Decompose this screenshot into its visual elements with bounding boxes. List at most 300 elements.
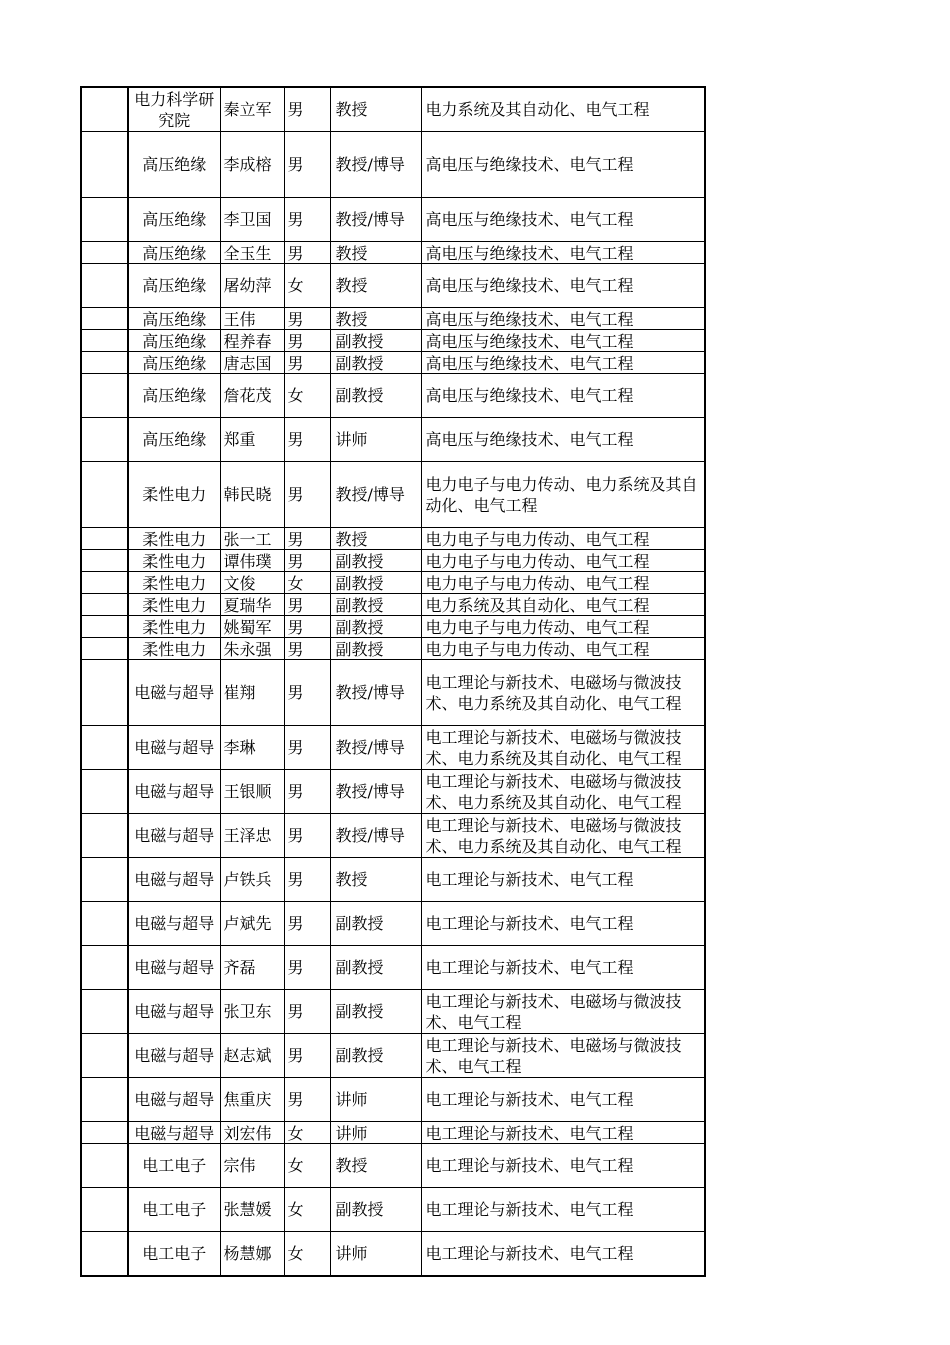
name-cell [220, 198, 284, 242]
major-text: 电工理论与新技术、电气工程 [425, 1123, 634, 1143]
gender-cell [284, 1144, 330, 1188]
major-text: 电力电子与电力传动、电力系统及其自动化、电气工程 [425, 474, 698, 515]
table-row [81, 1034, 705, 1078]
title-text: 教授/博导 [335, 782, 405, 801]
index-cell [81, 1144, 128, 1188]
table-row [81, 1232, 705, 1277]
index-cell [81, 1122, 128, 1144]
table-row [81, 1078, 705, 1122]
index-cell [81, 132, 128, 198]
title-text: 教授 [335, 529, 368, 549]
gender-text: 男 [287, 617, 304, 637]
title-cell [330, 946, 421, 990]
title-cell [330, 572, 421, 594]
major-cell [421, 726, 705, 770]
table-row [81, 990, 705, 1034]
name-cell [220, 528, 284, 550]
title-text: 教授 [335, 309, 368, 329]
index-cell [81, 814, 128, 858]
department-cell [128, 198, 220, 242]
department-text: 电工电子 [142, 1156, 207, 1175]
major-text: 电工理论与新技术、电磁场与微波技术、电气工程 [425, 1035, 682, 1076]
gender-text: 男 [287, 210, 304, 229]
department-cell [128, 814, 220, 858]
title-text: 副教授 [335, 386, 384, 405]
gender-text: 女 [287, 1156, 304, 1175]
title-cell [330, 87, 421, 132]
gender-cell [284, 990, 330, 1034]
gender-text: 男 [287, 639, 304, 659]
department-text: 电磁与超导 [134, 826, 215, 845]
major-cell [421, 198, 705, 242]
gender-cell [284, 550, 330, 572]
gender-cell [284, 418, 330, 462]
department-text: 电磁与超导 [134, 1046, 215, 1065]
name-text: 韩民晓 [223, 485, 272, 504]
table-row [81, 132, 705, 198]
department-cell [128, 902, 220, 946]
major-text: 高电压与绝缘技术、电气工程 [425, 386, 634, 405]
name-text: 卢铁兵 [223, 870, 272, 889]
gender-text: 男 [287, 243, 304, 263]
title-text: 教授/博导 [335, 683, 405, 702]
name-cell [220, 1188, 284, 1232]
department-text: 电磁与超导 [134, 683, 215, 702]
title-cell [330, 1034, 421, 1078]
table-row [81, 308, 705, 330]
major-text: 高电压与绝缘技术、电气工程 [425, 331, 634, 351]
department-cell [128, 374, 220, 418]
title-cell [330, 418, 421, 462]
title-cell [330, 616, 421, 638]
title-cell [330, 528, 421, 550]
department-cell [128, 660, 220, 726]
major-text: 高电压与绝缘技术、电气工程 [425, 430, 634, 449]
department-text: 高压绝缘 [142, 430, 207, 449]
gender-cell [284, 1034, 330, 1078]
title-text: 副教授 [335, 573, 384, 593]
department-text: 高压绝缘 [142, 353, 207, 373]
name-text: 唐志国 [223, 353, 272, 373]
department-cell [128, 550, 220, 572]
major-cell [421, 242, 705, 264]
name-text: 杨慧娜 [223, 1244, 272, 1263]
major-cell [421, 264, 705, 308]
name-text: 王伟 [223, 309, 256, 329]
major-cell [421, 990, 705, 1034]
major-text: 电力电子与电力传动、电气工程 [425, 573, 650, 593]
title-cell [330, 198, 421, 242]
name-cell [220, 374, 284, 418]
name-text: 文俊 [223, 573, 256, 593]
major-cell [421, 462, 705, 528]
name-cell [220, 550, 284, 572]
title-text: 副教授 [335, 353, 384, 373]
gender-cell [284, 660, 330, 726]
major-cell [421, 374, 705, 418]
title-cell [330, 726, 421, 770]
major-cell [421, 770, 705, 814]
name-cell [220, 726, 284, 770]
name-text: 齐磊 [223, 958, 256, 977]
department-text: 高压绝缘 [142, 243, 207, 263]
department-text: 电磁与超导 [134, 1002, 215, 1021]
major-cell [421, 814, 705, 858]
department-cell [128, 87, 220, 132]
gender-cell [284, 858, 330, 902]
major-cell [421, 946, 705, 990]
name-cell [220, 814, 284, 858]
name-text: 张卫东 [223, 1002, 272, 1021]
name-text: 王银顺 [223, 782, 272, 801]
name-cell [220, 638, 284, 660]
index-cell [81, 308, 128, 330]
department-text: 高压绝缘 [142, 331, 207, 351]
major-text: 电工理论与新技术、电磁场与微波技术、电力系统及其自动化、电气工程 [425, 727, 682, 768]
gender-text: 男 [287, 331, 304, 351]
gender-text: 男 [287, 100, 304, 119]
index-cell [81, 660, 128, 726]
major-text: 电工理论与新技术、电气工程 [425, 1090, 634, 1109]
name-cell [220, 770, 284, 814]
name-text: 李成榕 [223, 155, 272, 174]
gender-text: 男 [287, 595, 304, 615]
department-text: 高压绝缘 [142, 210, 207, 229]
department-cell [128, 308, 220, 330]
title-cell [330, 330, 421, 352]
title-text: 副教授 [335, 958, 384, 977]
gender-cell [284, 1188, 330, 1232]
title-text: 副教授 [335, 1200, 384, 1219]
major-text: 高电压与绝缘技术、电气工程 [425, 155, 634, 174]
index-cell [81, 858, 128, 902]
gender-cell [284, 902, 330, 946]
table-row [81, 87, 705, 132]
major-cell [421, 132, 705, 198]
department-cell [128, 330, 220, 352]
title-cell [330, 638, 421, 660]
department-cell [128, 528, 220, 550]
major-text: 电力系统及其自动化、电气工程 [425, 100, 650, 119]
major-text: 电力电子与电力传动、电气工程 [425, 617, 650, 637]
table-row [81, 770, 705, 814]
major-cell [421, 1078, 705, 1122]
gender-cell [284, 572, 330, 594]
department-cell [128, 418, 220, 462]
major-cell [421, 638, 705, 660]
department-text: 电磁与超导 [134, 914, 215, 933]
table-row [81, 330, 705, 352]
gender-text: 男 [287, 551, 304, 571]
major-cell [421, 594, 705, 616]
table-row [81, 814, 705, 858]
title-cell [330, 132, 421, 198]
name-cell [220, 418, 284, 462]
name-cell [220, 462, 284, 528]
table-row [81, 946, 705, 990]
major-text: 高电压与绝缘技术、电气工程 [425, 243, 634, 263]
name-text: 秦立军 [223, 100, 272, 119]
department-text: 高压绝缘 [142, 309, 207, 329]
title-text: 教授/博导 [335, 485, 405, 504]
department-text: 电工电子 [142, 1200, 207, 1219]
major-cell [421, 1144, 705, 1188]
index-cell [81, 572, 128, 594]
name-text: 宗伟 [223, 1156, 256, 1175]
major-text: 高电压与绝缘技术、电气工程 [425, 353, 634, 373]
major-text: 电工理论与新技术、电气工程 [425, 958, 634, 977]
department-cell [128, 594, 220, 616]
major-text: 电力电子与电力传动、电气工程 [425, 529, 650, 549]
title-cell [330, 352, 421, 374]
major-cell [421, 572, 705, 594]
major-text: 电力系统及其自动化、电气工程 [425, 595, 650, 615]
table-row [81, 264, 705, 308]
name-text: 王泽忠 [223, 826, 272, 845]
table-row [81, 1188, 705, 1232]
title-cell [330, 1122, 421, 1144]
gender-cell [284, 264, 330, 308]
index-cell [81, 990, 128, 1034]
table-row [81, 528, 705, 550]
title-cell [330, 550, 421, 572]
major-text: 电工理论与新技术、电磁场与微波技术、电气工程 [425, 991, 682, 1032]
department-text: 电磁与超导 [134, 870, 215, 889]
department-text: 电磁与超导 [134, 782, 215, 801]
name-text: 夏瑞华 [223, 595, 272, 615]
table-row [81, 352, 705, 374]
title-text: 副教授 [335, 914, 384, 933]
title-text: 教授 [335, 1156, 368, 1175]
department-text: 柔性电力 [142, 639, 207, 659]
department-cell [128, 1078, 220, 1122]
major-text: 高电压与绝缘技术、电气工程 [425, 276, 634, 295]
title-cell [330, 308, 421, 330]
name-text: 詹花茂 [223, 386, 272, 405]
gender-text: 男 [287, 738, 304, 757]
table-row [81, 638, 705, 660]
department-text: 高压绝缘 [142, 276, 207, 295]
major-cell [421, 902, 705, 946]
department-text: 柔性电力 [142, 529, 207, 549]
title-cell [330, 814, 421, 858]
department-text: 柔性电力 [142, 595, 207, 615]
major-text: 电工理论与新技术、电磁场与微波技术、电力系统及其自动化、电气工程 [425, 672, 682, 713]
title-text: 讲师 [335, 1244, 368, 1263]
department-cell [128, 242, 220, 264]
title-text: 副教授 [335, 639, 384, 659]
gender-text: 女 [287, 386, 304, 405]
gender-cell [284, 132, 330, 198]
department-cell [128, 1122, 220, 1144]
gender-text: 男 [287, 870, 304, 889]
major-text: 高电压与绝缘技术、电气工程 [425, 210, 634, 229]
department-cell [128, 990, 220, 1034]
name-cell [220, 572, 284, 594]
title-text: 副教授 [335, 1002, 384, 1021]
title-cell [330, 858, 421, 902]
table-row [81, 198, 705, 242]
department-cell [128, 264, 220, 308]
title-cell [330, 1144, 421, 1188]
title-cell [330, 462, 421, 528]
major-cell [421, 330, 705, 352]
title-text: 副教授 [335, 617, 384, 637]
name-cell [220, 242, 284, 264]
name-cell [220, 87, 284, 132]
name-cell [220, 330, 284, 352]
gender-text: 男 [287, 353, 304, 373]
major-text: 电工理论与新技术、电气工程 [425, 870, 634, 889]
department-text: 柔性电力 [142, 551, 207, 571]
department-cell [128, 1034, 220, 1078]
gender-text: 男 [287, 914, 304, 933]
department-text: 电工电子 [142, 1244, 207, 1263]
index-cell [81, 1034, 128, 1078]
gender-cell [284, 594, 330, 616]
name-text: 屠幼萍 [223, 276, 272, 295]
gender-text: 男 [287, 430, 304, 449]
index-cell [81, 1232, 128, 1277]
index-cell [81, 198, 128, 242]
gender-cell [284, 814, 330, 858]
gender-text: 男 [287, 1090, 304, 1109]
name-cell [220, 616, 284, 638]
major-text: 电力电子与电力传动、电气工程 [425, 551, 650, 571]
title-cell [330, 1188, 421, 1232]
department-cell [128, 858, 220, 902]
major-cell [421, 550, 705, 572]
name-cell [220, 990, 284, 1034]
table-row [81, 1144, 705, 1188]
department-cell [128, 1144, 220, 1188]
department-text: 电磁与超导 [134, 738, 215, 757]
name-cell [220, 352, 284, 374]
index-cell [81, 770, 128, 814]
index-cell [81, 264, 128, 308]
department-text: 电力科学研究院 [134, 89, 215, 130]
index-cell [81, 594, 128, 616]
table-row [81, 1122, 705, 1144]
index-cell [81, 902, 128, 946]
index-cell [81, 242, 128, 264]
department-text: 高压绝缘 [142, 155, 207, 174]
name-cell [220, 858, 284, 902]
gender-cell [284, 616, 330, 638]
gender-cell [284, 87, 330, 132]
name-text: 李卫国 [223, 210, 272, 229]
table-row [81, 594, 705, 616]
department-cell [128, 616, 220, 638]
department-cell [128, 946, 220, 990]
index-cell [81, 638, 128, 660]
index-cell [81, 462, 128, 528]
major-cell [421, 660, 705, 726]
department-cell [128, 462, 220, 528]
gender-text: 女 [287, 1200, 304, 1219]
department-text: 电磁与超导 [134, 958, 215, 977]
gender-text: 男 [287, 1046, 304, 1065]
department-text: 柔性电力 [142, 617, 207, 637]
major-cell [421, 308, 705, 330]
index-cell [81, 1078, 128, 1122]
index-cell [81, 418, 128, 462]
index-cell [81, 528, 128, 550]
faculty-table-body [81, 87, 705, 1276]
index-cell [81, 374, 128, 418]
major-text: 电工理论与新技术、电磁场与微波技术、电力系统及其自动化、电气工程 [425, 815, 682, 856]
gender-cell [284, 198, 330, 242]
gender-cell [284, 770, 330, 814]
title-text: 教授 [335, 870, 368, 889]
title-text: 教授 [335, 100, 368, 119]
name-cell [220, 132, 284, 198]
name-cell [220, 308, 284, 330]
gender-cell [284, 528, 330, 550]
title-text: 讲师 [335, 1123, 368, 1143]
table-row [81, 572, 705, 594]
name-cell [220, 1232, 284, 1277]
department-cell [128, 770, 220, 814]
table-row [81, 374, 705, 418]
name-text: 李琳 [223, 738, 256, 757]
name-text: 张慧媛 [223, 1200, 272, 1219]
department-cell [128, 1232, 220, 1277]
table-row [81, 660, 705, 726]
title-text: 教授 [335, 243, 368, 263]
department-cell [128, 1188, 220, 1232]
index-cell [81, 726, 128, 770]
table-row [81, 902, 705, 946]
title-text: 副教授 [335, 595, 384, 615]
name-text: 郑重 [223, 430, 256, 449]
title-cell [330, 660, 421, 726]
name-cell [220, 1078, 284, 1122]
title-text: 教授/博导 [335, 826, 405, 845]
title-text: 讲师 [335, 430, 368, 449]
major-text: 电工理论与新技术、电磁场与微波技术、电力系统及其自动化、电气工程 [425, 771, 682, 812]
title-cell [330, 264, 421, 308]
department-text: 电磁与超导 [134, 1123, 215, 1143]
name-text: 张一工 [223, 529, 272, 549]
name-text: 谭伟璞 [223, 551, 272, 571]
index-cell [81, 550, 128, 572]
title-cell [330, 902, 421, 946]
name-cell [220, 660, 284, 726]
gender-text: 男 [287, 485, 304, 504]
department-text: 柔性电力 [142, 573, 207, 593]
name-text: 赵志斌 [223, 1046, 272, 1065]
major-text: 高电压与绝缘技术、电气工程 [425, 309, 634, 329]
department-cell [128, 132, 220, 198]
title-cell [330, 770, 421, 814]
gender-cell [284, 726, 330, 770]
name-text: 崔翔 [223, 683, 256, 702]
gender-cell [284, 638, 330, 660]
title-text: 副教授 [335, 551, 384, 571]
name-cell [220, 264, 284, 308]
faculty-table [80, 86, 706, 1277]
index-cell [81, 87, 128, 132]
gender-text: 女 [287, 1123, 304, 1143]
title-text: 教授/博导 [335, 155, 405, 174]
gender-text: 男 [287, 958, 304, 977]
gender-cell [284, 462, 330, 528]
title-cell [330, 242, 421, 264]
gender-cell [284, 1122, 330, 1144]
index-cell [81, 352, 128, 374]
gender-cell [284, 242, 330, 264]
